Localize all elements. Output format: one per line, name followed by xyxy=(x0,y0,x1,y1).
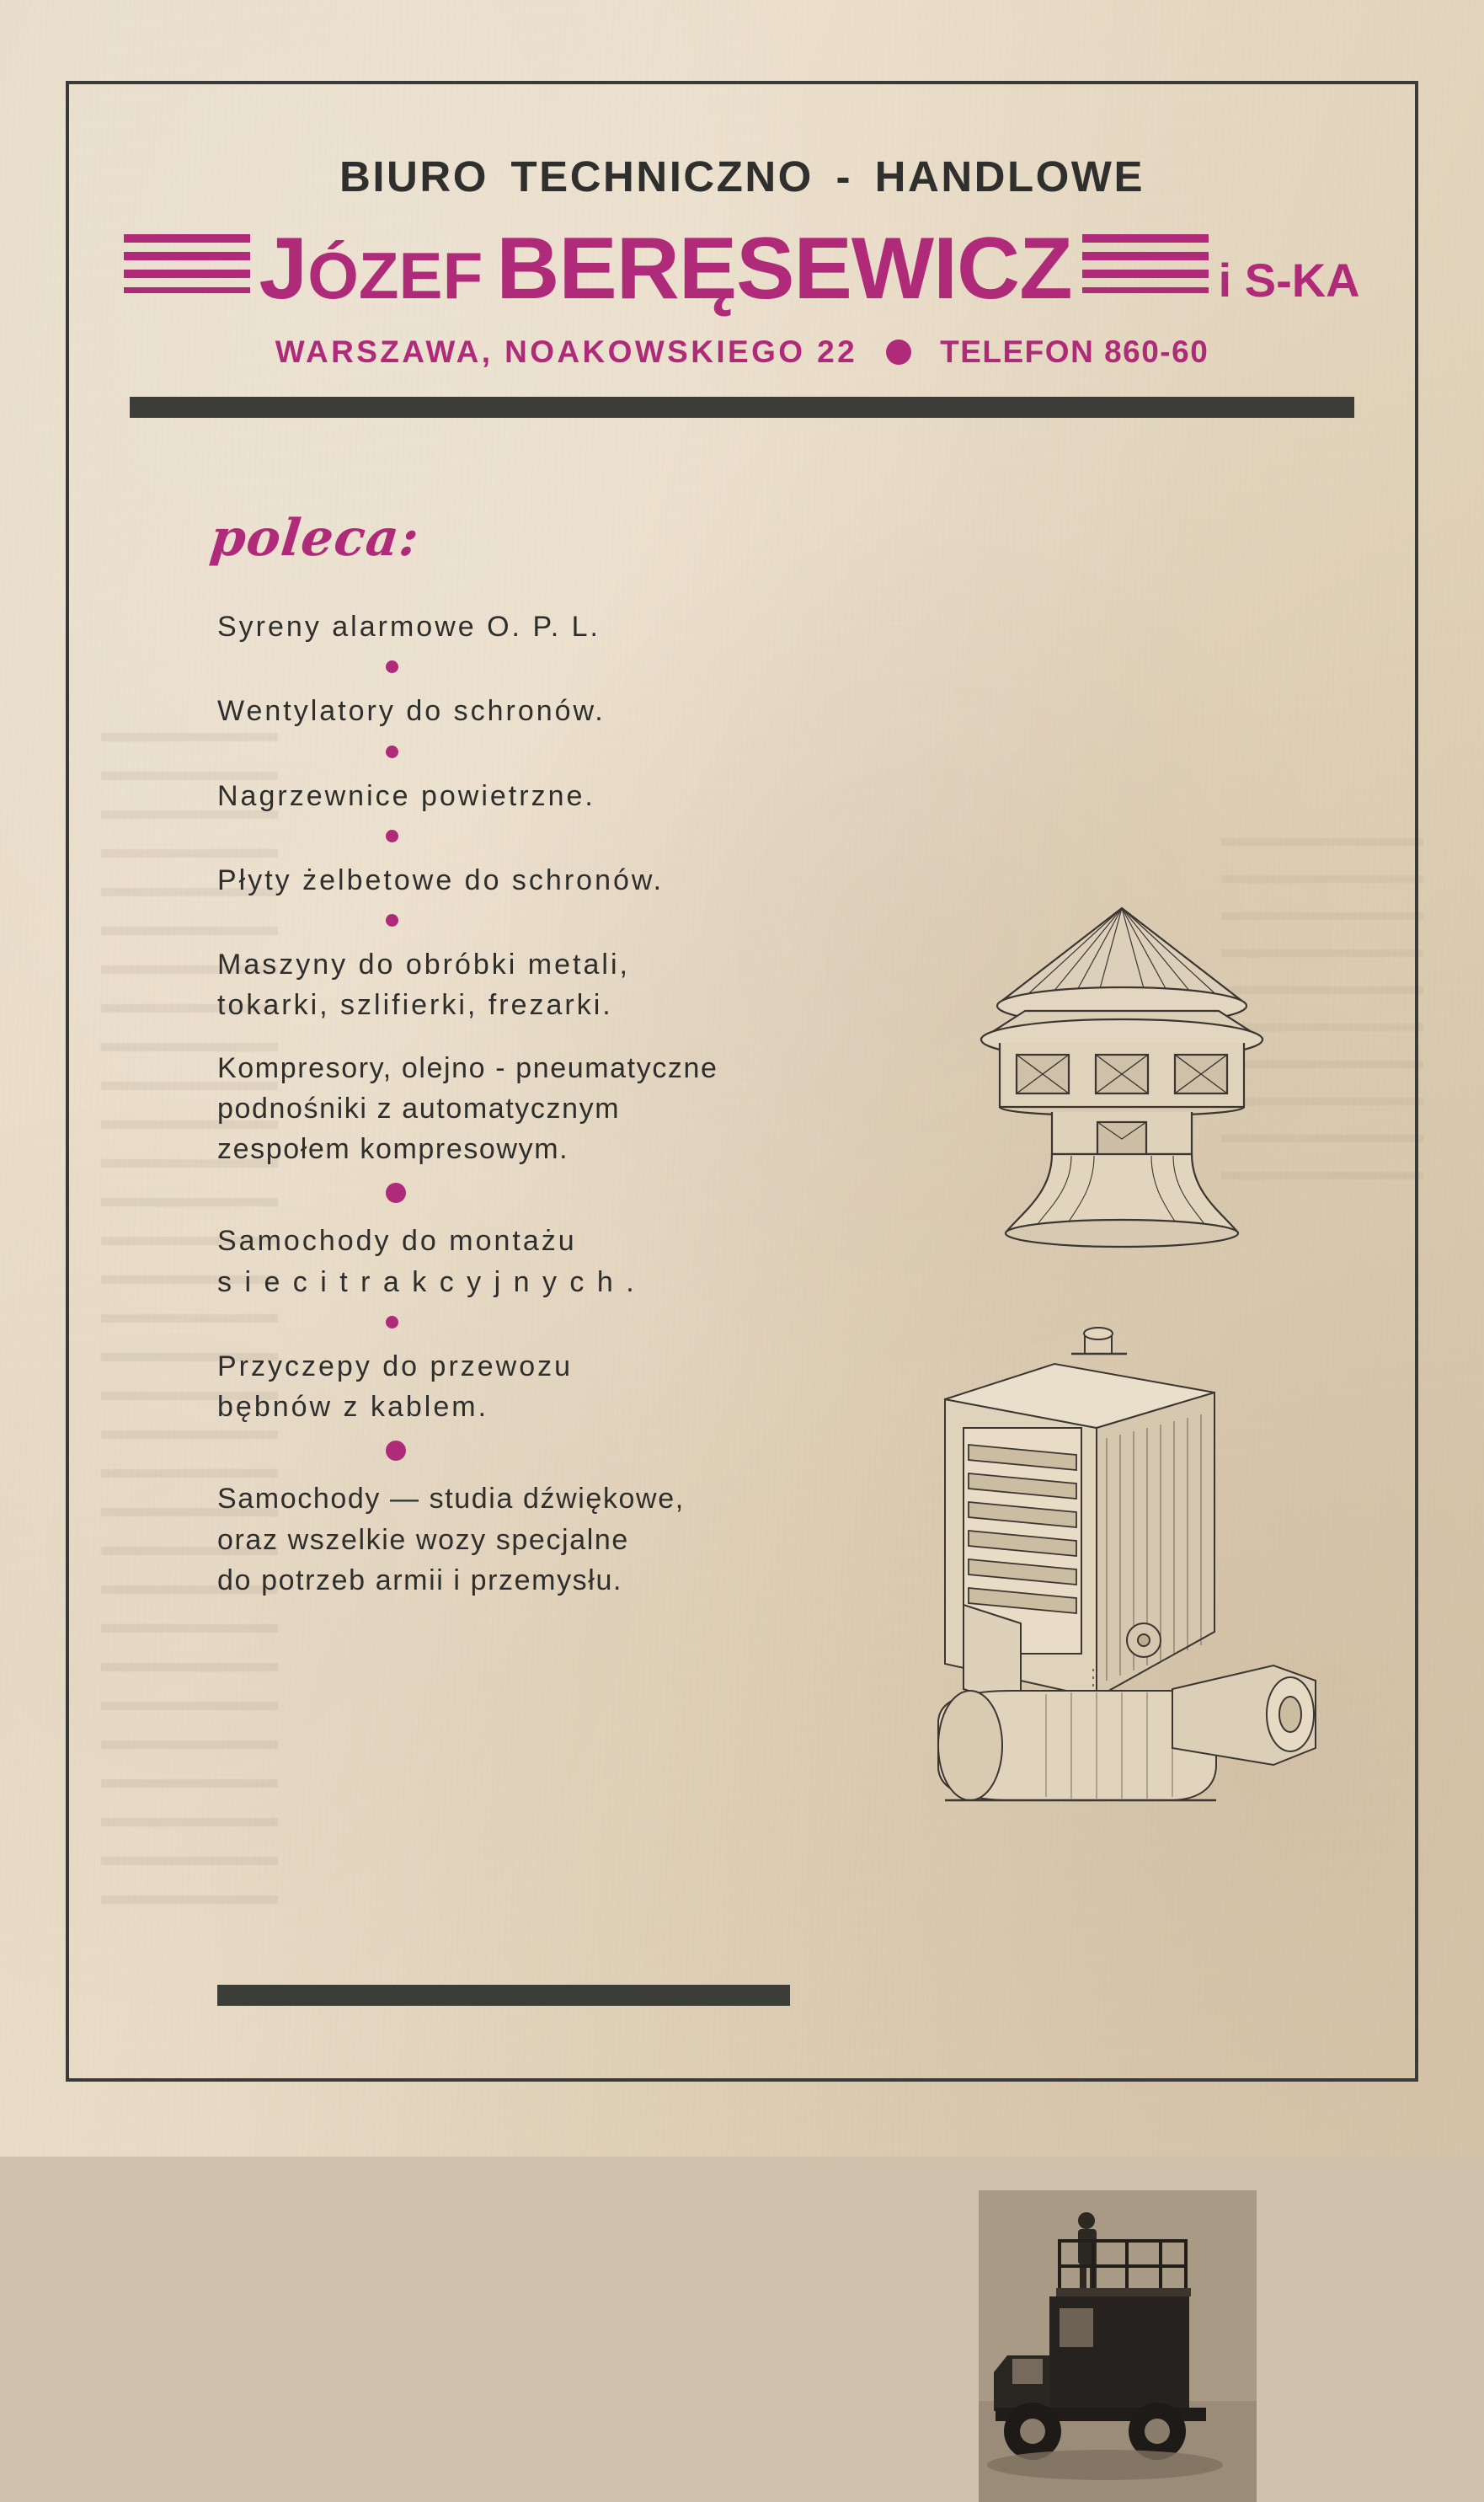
list-item-line: Nagrzewnice powietrzne. xyxy=(217,779,595,812)
advert-body xyxy=(69,480,1415,2078)
list-separator xyxy=(217,660,841,677)
company-first-name-initial: J xyxy=(259,220,308,318)
decorative-stripes-right-icon xyxy=(1082,234,1209,293)
separator-dot-icon xyxy=(386,830,398,842)
company-first-name xyxy=(259,220,483,318)
list-gap xyxy=(217,1026,841,1048)
list-item xyxy=(217,944,841,1026)
company-kicker: BIURO TECHNICZNO - HANDLOWE xyxy=(339,152,1145,200)
list-item-line: podnośniki z automatycznym xyxy=(217,1092,621,1125)
list-item xyxy=(217,1346,841,1428)
list-item-line: do potrzeb armii i przemysłu. xyxy=(217,1564,622,1596)
list-item xyxy=(217,1048,841,1170)
list-item xyxy=(217,1478,841,1601)
company-suffix: i S-KA xyxy=(1218,254,1360,307)
address-line xyxy=(69,334,1415,370)
bullet-dot-icon xyxy=(886,339,911,365)
list-separator xyxy=(217,914,841,931)
advert-header xyxy=(69,84,1415,418)
list-item-line: Przyczepy do przewozu xyxy=(217,1350,574,1382)
list-separator xyxy=(217,1316,841,1333)
special-truck-photo xyxy=(979,2190,1257,2502)
list-item xyxy=(217,691,841,731)
company-first-name-rest: ÓZEF xyxy=(307,238,483,313)
list-item-line: Syreny alarmowe O. P. L. xyxy=(217,611,601,643)
list-separator xyxy=(217,1183,841,1207)
list-item-line: Płyty żelbetowe do schronów. xyxy=(217,863,665,896)
list-item-line: Wentylatory do schronów. xyxy=(217,695,606,728)
intro-heading: poleca: xyxy=(207,509,423,568)
list-item-line: Maszyny do obróbki metali, xyxy=(217,949,630,981)
list-item-line: oraz wszelkie wozy specjalne xyxy=(217,1523,629,1556)
decorative-stripes-left-icon xyxy=(124,234,250,293)
list-item-line: bębnów z kablem. xyxy=(217,1391,489,1424)
separator-dot-icon xyxy=(386,1183,406,1203)
phone-label: TELEFON xyxy=(940,334,1095,369)
list-item xyxy=(217,776,841,816)
list-separator xyxy=(217,830,841,847)
list-item-line: Samochody — studia dźwiękowe, xyxy=(217,1483,685,1516)
separator-dot-icon xyxy=(386,1316,398,1329)
list-item-line: Kompresory, olejno - pneumatyczne xyxy=(217,1051,718,1084)
list-item-line: zespołem kompresowym. xyxy=(217,1133,569,1166)
offer-list xyxy=(217,607,841,1601)
page-border-frame xyxy=(66,81,1418,2082)
list-item-line: tokarki, szlifierki, frezarki. xyxy=(217,989,613,1022)
list-item xyxy=(217,860,841,901)
company-address: WARSZAWA, NOAKOWSKIEGO 22 xyxy=(275,334,858,369)
company-surname: BERĘSEWICZ xyxy=(496,220,1072,318)
header-divider-rule xyxy=(130,397,1354,418)
air-heater-compressor-illustration xyxy=(920,1327,1332,1832)
company-name-line xyxy=(69,220,1415,318)
list-separator xyxy=(217,746,841,762)
separator-dot-icon xyxy=(386,1441,406,1461)
separator-dot-icon xyxy=(386,660,398,673)
list-item xyxy=(217,607,841,647)
list-separator xyxy=(217,1441,841,1465)
separator-dot-icon xyxy=(386,914,398,927)
phone-number: 860-60 xyxy=(1104,334,1209,369)
list-item-line: Samochody do montażu xyxy=(217,1225,577,1258)
footer-divider-rule xyxy=(217,1985,790,2006)
list-item xyxy=(217,1221,841,1302)
company-phone xyxy=(940,334,1209,370)
separator-dot-icon xyxy=(386,746,398,758)
alarm-siren-illustration xyxy=(899,901,1345,1255)
list-item-line: s i e c i t r a k c y j n y c h . xyxy=(217,1265,637,1298)
